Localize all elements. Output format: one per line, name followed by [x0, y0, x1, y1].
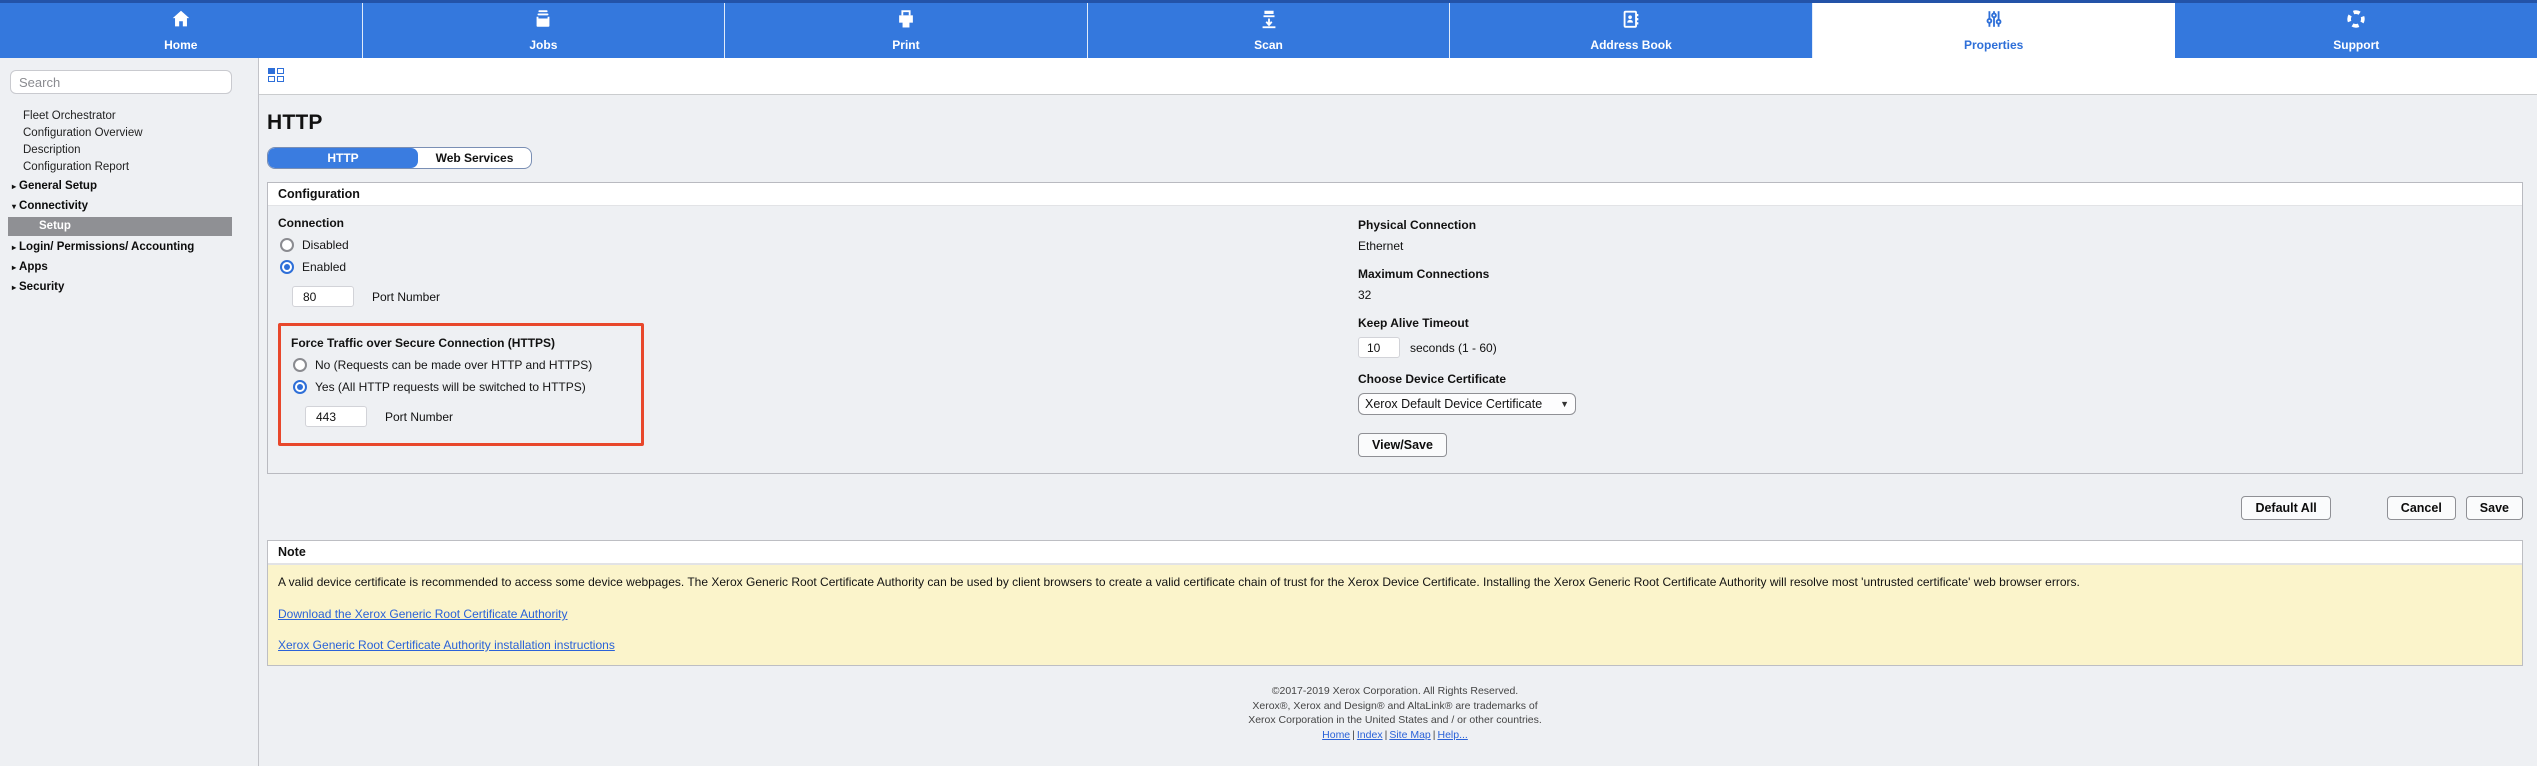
tab-label: Home: [164, 38, 198, 52]
note-body-text: A valid device certificate is recommended to access some device webpages. The Xerox Generic Root Certificate Authority can be used by client browsers to create a valid certificate chain of trust for the Xerox Device Certificate. Installing the Xerox Generic Root Certificate Authority will resolve most 'untrusted certificate' web browser errors.: [278, 575, 2080, 589]
main-panel: [259, 95, 2537, 766]
top-navigation: [0, 0, 2537, 58]
chevron-down-icon: ▼: [1560, 399, 1569, 409]
radio-selected-icon: [280, 260, 294, 274]
chevron-right-icon: ▸: [12, 283, 17, 292]
sidebar: [0, 58, 259, 766]
keep-alive-timeout-hint: seconds (1 - 60): [1410, 340, 1497, 355]
sidebar-item-configuration-report[interactable]: Configuration Report: [23, 161, 130, 173]
chevron-right-icon: ▸: [12, 243, 17, 252]
footer-help-link[interactable]: Help...: [1437, 729, 1468, 742]
trademark-line-1: Xerox®, Xerox and Design® and AltaLink® are trademarks of: [1252, 699, 1538, 712]
tab-support[interactable]: [2175, 3, 2537, 58]
radio-https-yes[interactable]: Yes (All HTTP requests will be switched to HTTPS): [293, 380, 631, 394]
connection-label: Connection: [278, 216, 344, 230]
tab-label: Print: [892, 38, 920, 52]
search-input[interactable]: [10, 70, 232, 94]
tab-print[interactable]: [725, 3, 1088, 58]
tab-http[interactable]: HTTP: [268, 148, 418, 168]
note-title: Note: [268, 541, 2522, 564]
sidebar-tree: [0, 108, 258, 297]
tab-address-book[interactable]: [1450, 3, 1813, 58]
tab-jobs[interactable]: [363, 3, 726, 58]
home-icon: [170, 8, 192, 35]
cancel-button[interactable]: Cancel: [2387, 496, 2456, 520]
sidebar-item-connectivity[interactable]: ▾ Connectivity: [12, 200, 89, 212]
scan-icon: [1258, 8, 1280, 35]
http-port-input[interactable]: [292, 286, 354, 307]
address-book-icon: [1620, 8, 1642, 35]
page-title: HTTP: [267, 111, 323, 134]
sidebar-item-security[interactable]: ▸ Security: [12, 281, 65, 293]
properties-icon: [1983, 8, 2005, 35]
tab-label: Jobs: [529, 38, 558, 52]
http-webservices-tabs: [267, 147, 532, 169]
keep-alive-timeout-label: Keep Alive Timeout: [1358, 316, 1469, 330]
physical-connection-label: Physical Connection: [1358, 218, 1477, 232]
trademark-line-2: Xerox Corporation in the United States and / or other countries.: [1248, 714, 1542, 727]
default-all-button[interactable]: Default All: [2241, 496, 2330, 520]
chevron-down-icon: ▾: [12, 202, 17, 211]
http-port-label: Port Number: [372, 289, 441, 304]
tab-web-services[interactable]: Web Services: [435, 151, 514, 165]
maximum-connections-value: 32: [1358, 288, 1372, 302]
footer-index-link[interactable]: Index: [1356, 729, 1383, 742]
device-certificate-label: Choose Device Certificate: [1358, 372, 1507, 386]
tab-home[interactable]: [0, 3, 363, 58]
view-save-button[interactable]: View/Save: [1358, 433, 1447, 457]
tab-label: Properties: [1964, 38, 2024, 52]
sidebar-item-apps[interactable]: ▸ Apps: [12, 261, 48, 273]
sidebar-item-login-permissions-accounting[interactable]: ▸ Login/ Permissions/ Accounting: [12, 241, 195, 253]
print-icon: [895, 8, 917, 35]
download-root-certificate-link[interactable]: Download the Xerox Generic Root Certificate Authority: [278, 607, 568, 621]
https-port-label: Port Number: [385, 409, 454, 424]
radio-unselected-icon: [293, 358, 307, 372]
tab-label: Support: [2333, 38, 2380, 52]
tab-properties[interactable]: [1813, 3, 2176, 58]
radio-unselected-icon: [280, 238, 294, 252]
radio-https-no[interactable]: No (Requests can be made over HTTP and HTTPS): [293, 358, 631, 372]
sidebar-item-description[interactable]: Description: [23, 144, 81, 156]
https-port-input[interactable]: [305, 406, 367, 427]
radio-selected-icon: [293, 380, 307, 394]
footer-links: Home | Index | Site Map | Help...: [1322, 729, 1468, 742]
content-toolbar: [259, 58, 2537, 95]
tab-label: Scan: [1254, 38, 1283, 52]
maximum-connections-label: Maximum Connections: [1358, 267, 1490, 281]
action-buttons: [267, 496, 2523, 520]
configuration-section-title: Configuration: [268, 183, 2522, 206]
support-icon: [2345, 8, 2367, 35]
sidebar-item-configuration-overview[interactable]: Configuration Overview: [23, 127, 143, 139]
footer-home-link[interactable]: Home: [1322, 729, 1351, 742]
page-footer: [267, 684, 2523, 743]
tab-label: Address Book: [1590, 38, 1672, 52]
https-highlight-box: [278, 323, 644, 446]
configuration-section: [267, 182, 2523, 474]
grid-view-icon[interactable]: [268, 68, 285, 84]
keep-alive-timeout-input[interactable]: [1358, 337, 1400, 358]
certificate-install-instructions-link[interactable]: Xerox Generic Root Certificate Authority installation instructions: [278, 638, 615, 652]
sidebar-item-setup-selected[interactable]: Setup: [8, 217, 232, 236]
device-certificate-select[interactable]: Xerox Default Device Certificate ▼: [1358, 393, 1576, 415]
footer-sitemap-link[interactable]: Site Map: [1389, 729, 1431, 742]
sidebar-item-general-setup[interactable]: ▸ General Setup: [12, 180, 97, 192]
jobs-icon: [532, 8, 554, 35]
radio-disabled[interactable]: Disabled: [280, 238, 1358, 252]
chevron-right-icon: ▸: [12, 182, 17, 191]
physical-connection-value: Ethernet: [1358, 239, 1404, 253]
copyright-line: ©2017-2019 Xerox Corporation. All Rights Reserved.: [1271, 685, 1519, 697]
connection-info-column: [1358, 216, 2512, 457]
https-label: Force Traffic over Secure Connection (HTTPS): [291, 336, 556, 350]
connection-column: [278, 216, 1358, 457]
sidebar-item-fleet-orchestrator[interactable]: Fleet Orchestrator: [23, 110, 116, 122]
note-section: [267, 540, 2523, 666]
radio-enabled[interactable]: Enabled: [280, 260, 1358, 274]
tab-scan[interactable]: [1088, 3, 1451, 58]
save-button[interactable]: Save: [2466, 496, 2523, 520]
chevron-right-icon: ▸: [12, 263, 17, 272]
content-area: [259, 58, 2537, 766]
